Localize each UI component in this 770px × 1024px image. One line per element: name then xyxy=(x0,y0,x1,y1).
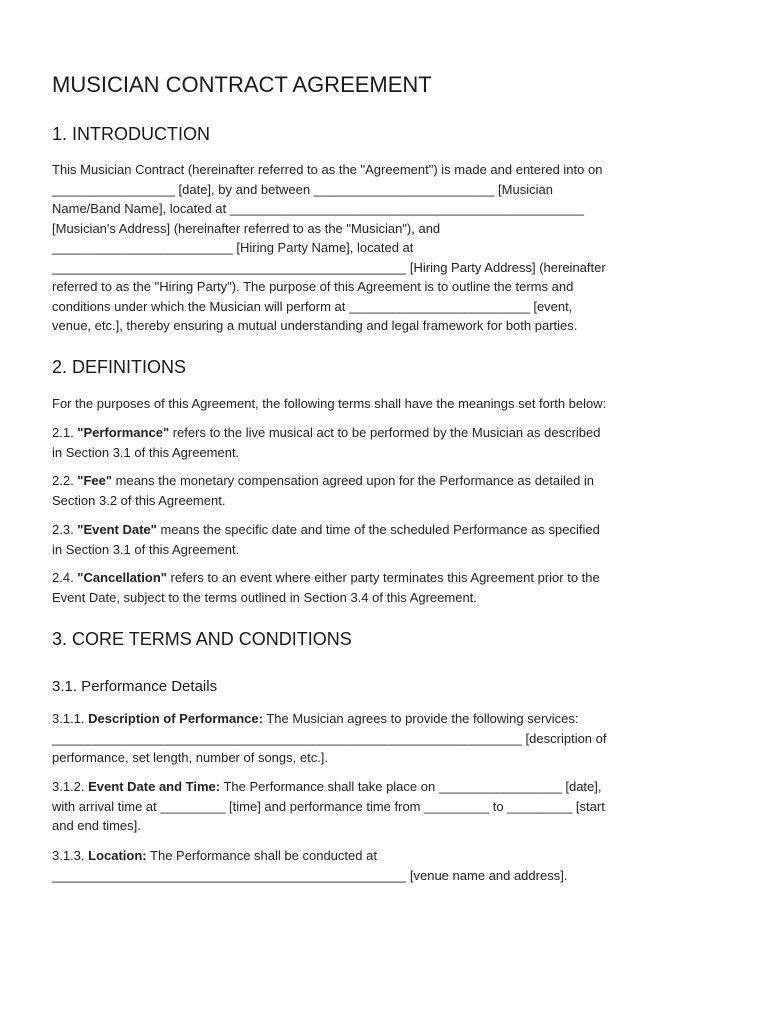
definition-number: 2.4. xyxy=(52,570,78,585)
clause-text: and end times]. xyxy=(52,818,141,833)
introduction-paragraph xyxy=(52,160,720,336)
clause-text: The Performance shall take place on _________________ [date], xyxy=(220,779,602,794)
clause-text: with arrival time at _________ [time] and performance time from _________ to _________ [start xyxy=(52,798,605,814)
intro-line: This Musician Contract (hereinafter referred to as the "Agreement") is made and entered into on xyxy=(52,162,603,177)
definition-text: Event Date, subject to the terms outlined in Section 3.4 of this Agreement. xyxy=(52,589,477,605)
clause-term: Location: xyxy=(88,848,147,863)
clause-term: Description of Performance: xyxy=(88,711,263,726)
definition-text: means the monetary compensation agreed upon for the Performance as detailed in xyxy=(112,473,595,488)
clause-text: _________________________________________________ [venue name and address]. xyxy=(52,867,568,883)
intro-line: _________________ [date], by and between _________________________ [Musician xyxy=(52,181,553,197)
definition-item xyxy=(52,520,720,559)
intro-line: venue, etc.], thereby ensuring a mutual understanding and legal framework for both parties. xyxy=(52,318,578,333)
definition-term: "Cancellation" xyxy=(77,570,167,585)
definition-term: "Event Date" xyxy=(77,522,157,537)
section-heading-core-terms: 3. CORE TERMS AND CONDITIONS xyxy=(52,629,352,649)
section-heading-definitions: 2. DEFINITIONS xyxy=(52,357,187,377)
definition-item xyxy=(52,568,720,607)
intro-line: _________________________ [Hiring Party Name], located at xyxy=(52,240,414,255)
definition-text: Section 3.2 of this Agreement. xyxy=(52,492,226,508)
intro-line: [Musician's Address] (hereinafter referred to as the "Musician"), and xyxy=(52,220,441,236)
clause-text: The Performance shall be conducted at xyxy=(146,848,377,863)
definition-term: "Fee" xyxy=(77,473,113,488)
intro-line: _________________________________________________ [Hiring Party Address] (hereinafter xyxy=(52,259,606,275)
clause-number: 3.1.1. xyxy=(52,711,89,726)
definition-number: 2.3. xyxy=(52,522,78,537)
definition-number: 2.2. xyxy=(52,473,78,488)
clause-term: Event Date and Time: xyxy=(88,779,221,794)
clause-number: 3.1.2. xyxy=(52,779,89,794)
intro-line: conditions under which the Musician will perform at _________________________ [event, xyxy=(52,298,573,314)
definition-number: 2.1. xyxy=(52,425,78,440)
clause-item xyxy=(52,846,720,885)
definition-text: in Section 3.1 of this Agreement. xyxy=(52,444,240,460)
document-title: MUSICIAN CONTRACT AGREEMENT xyxy=(52,72,432,97)
definition-item xyxy=(52,471,720,510)
clause-number: 3.1.3. xyxy=(52,848,89,863)
clause-item xyxy=(52,777,720,836)
definition-item xyxy=(52,423,720,462)
definition-text: in Section 3.1 of this Agreement. xyxy=(52,541,240,557)
intro-line: referred to as the "Hiring Party"). The purpose of this Agreement is to outline the terms and xyxy=(52,279,574,294)
definition-text: refers to the live musical act to be performed by the Musician as described xyxy=(169,425,601,440)
subsection-heading-performance-details: 3.1. Performance Details xyxy=(52,678,218,695)
clause-item xyxy=(52,709,720,768)
definition-term: "Performance" xyxy=(77,425,170,440)
clause-text: performance, set length, number of songs, etc.]. xyxy=(52,750,329,765)
intro-line: Name/Band Name], located at _________________________________________________ xyxy=(52,201,585,216)
definition-text: means the specific date and time of the scheduled Performance as specified xyxy=(156,522,600,537)
definition-text: refers to an event where either party terminates this Agreement prior to the xyxy=(166,570,600,585)
section-heading-introduction: 1. INTRODUCTION xyxy=(52,124,211,144)
definitions-intro: For the purposes of this Agreement, the following terms shall have the meanings set forth below: xyxy=(52,396,607,411)
clause-text: The Musician agrees to provide the following services: xyxy=(262,711,579,726)
clause-text: _________________________________________________________________ [description of xyxy=(52,730,607,746)
